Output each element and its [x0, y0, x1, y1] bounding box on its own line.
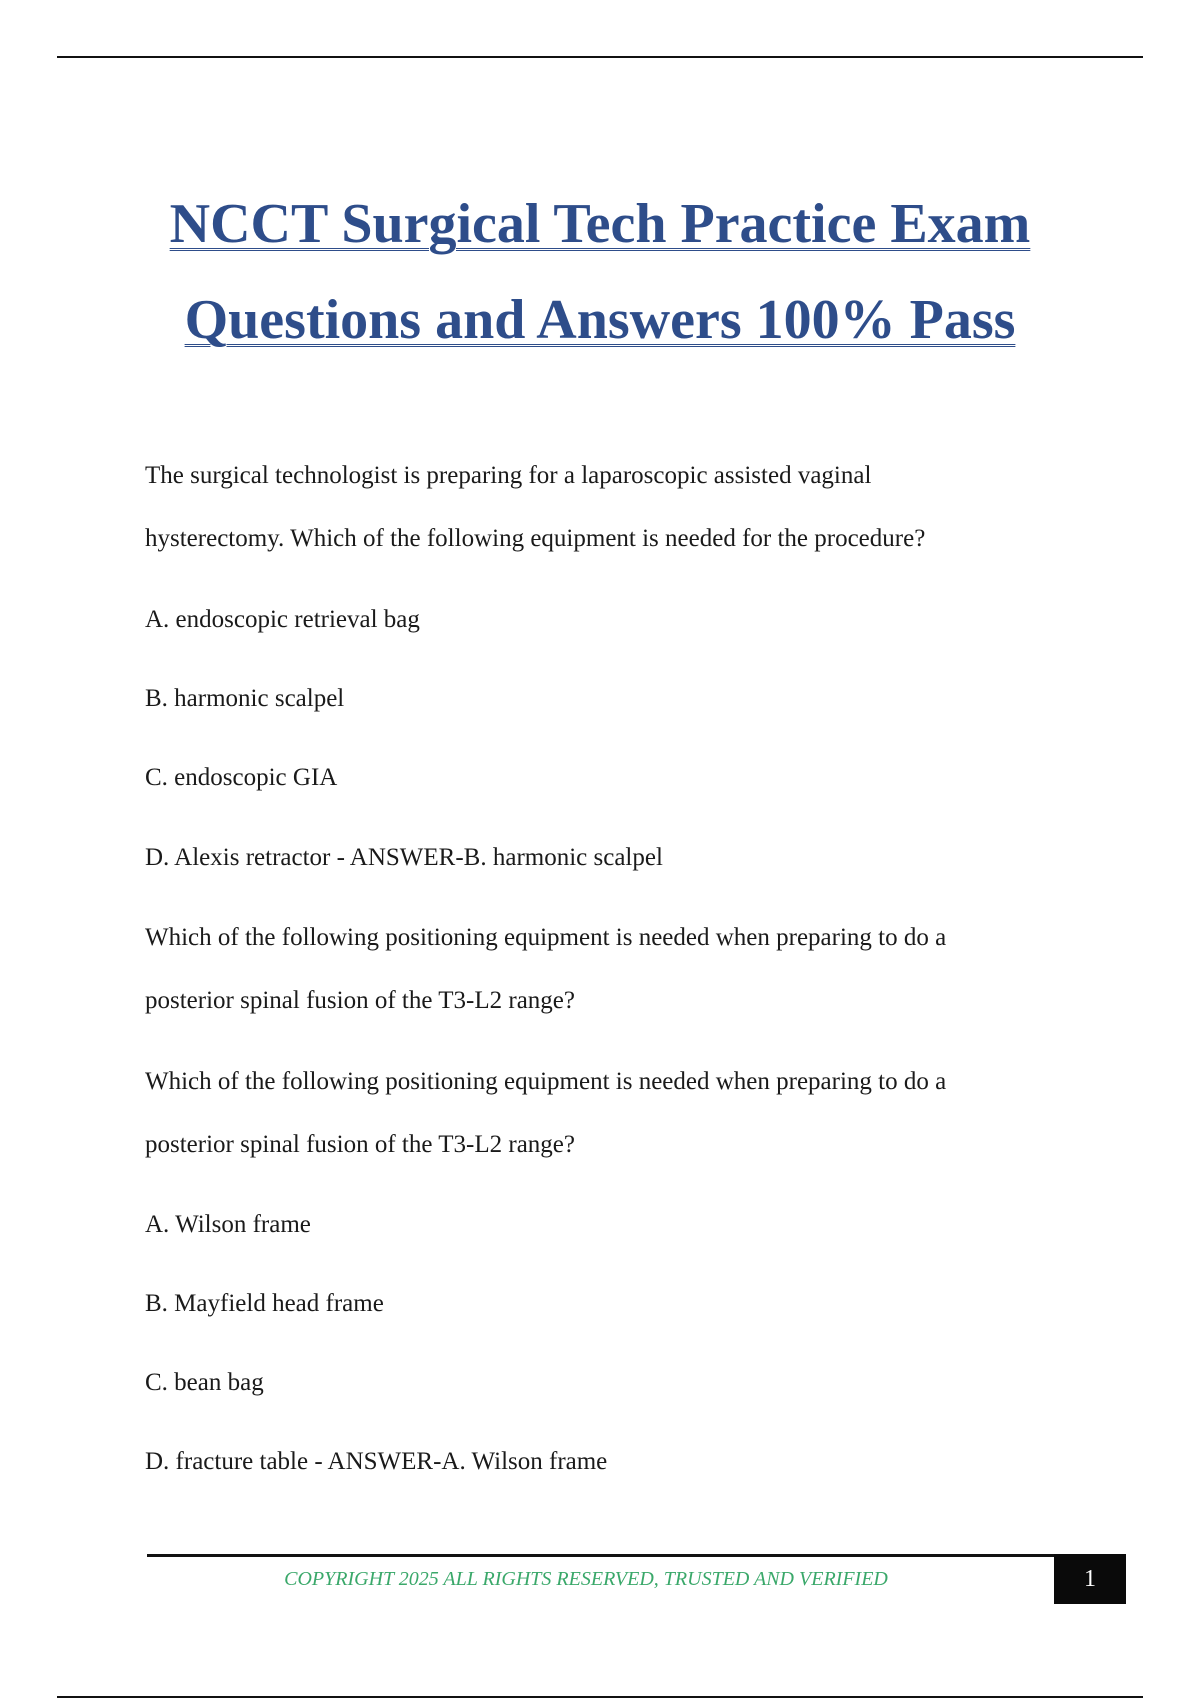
question-1-option-d-answer: D. Alexis retractor - ANSWER-B. harmonic scalpel — [145, 844, 663, 871]
question-2-option-d-answer: D. fracture table - ANSWER-A. Wilson frame — [145, 1448, 608, 1475]
question-2-option-c: C. bean bag — [145, 1369, 264, 1396]
question-1-text-line-2: hysterectomy. Which of the following equipment is needed for the procedure? — [145, 525, 926, 552]
question-1-option-b: B. harmonic scalpel — [145, 685, 345, 712]
footer-divider — [147, 1554, 1055, 1557]
question-1-text-line-1: The surgical technologist is preparing for a laparoscopic assisted vaginal — [145, 462, 872, 489]
question-2-text-line-1: Which of the following positioning equipment is needed when preparing to do a — [145, 924, 947, 951]
page-bottom-divider — [57, 1696, 1143, 1698]
question-2-option-a: A. Wilson frame — [145, 1211, 311, 1238]
title-line-2: Questions and Answers 100% Pass — [184, 289, 1016, 351]
question-2-repeat-line-1: Which of the following positioning equipment is needed when preparing to do a — [145, 1068, 947, 1095]
document-title — [100, 176, 1100, 368]
question-2-text-line-2: posterior spinal fusion of the T3-L2 range? — [145, 987, 575, 1014]
title-line-1: NCCT Surgical Tech Practice Exam — [169, 193, 1031, 255]
page-number: 1 — [1054, 1554, 1126, 1604]
question-2-repeat-line-2: posterior spinal fusion of the T3-L2 range? — [145, 1131, 575, 1158]
header-divider — [57, 56, 1143, 58]
question-2-option-b: B. Mayfield head frame — [145, 1290, 384, 1317]
copyright-notice: COPYRIGHT 2025 ALL RIGHTS RESERVED, TRUSTED AND VERIFIED — [284, 1568, 888, 1590]
question-1-option-c: C. endoscopic GIA — [145, 764, 338, 791]
question-1-option-a: A. endoscopic retrieval bag — [145, 606, 420, 633]
